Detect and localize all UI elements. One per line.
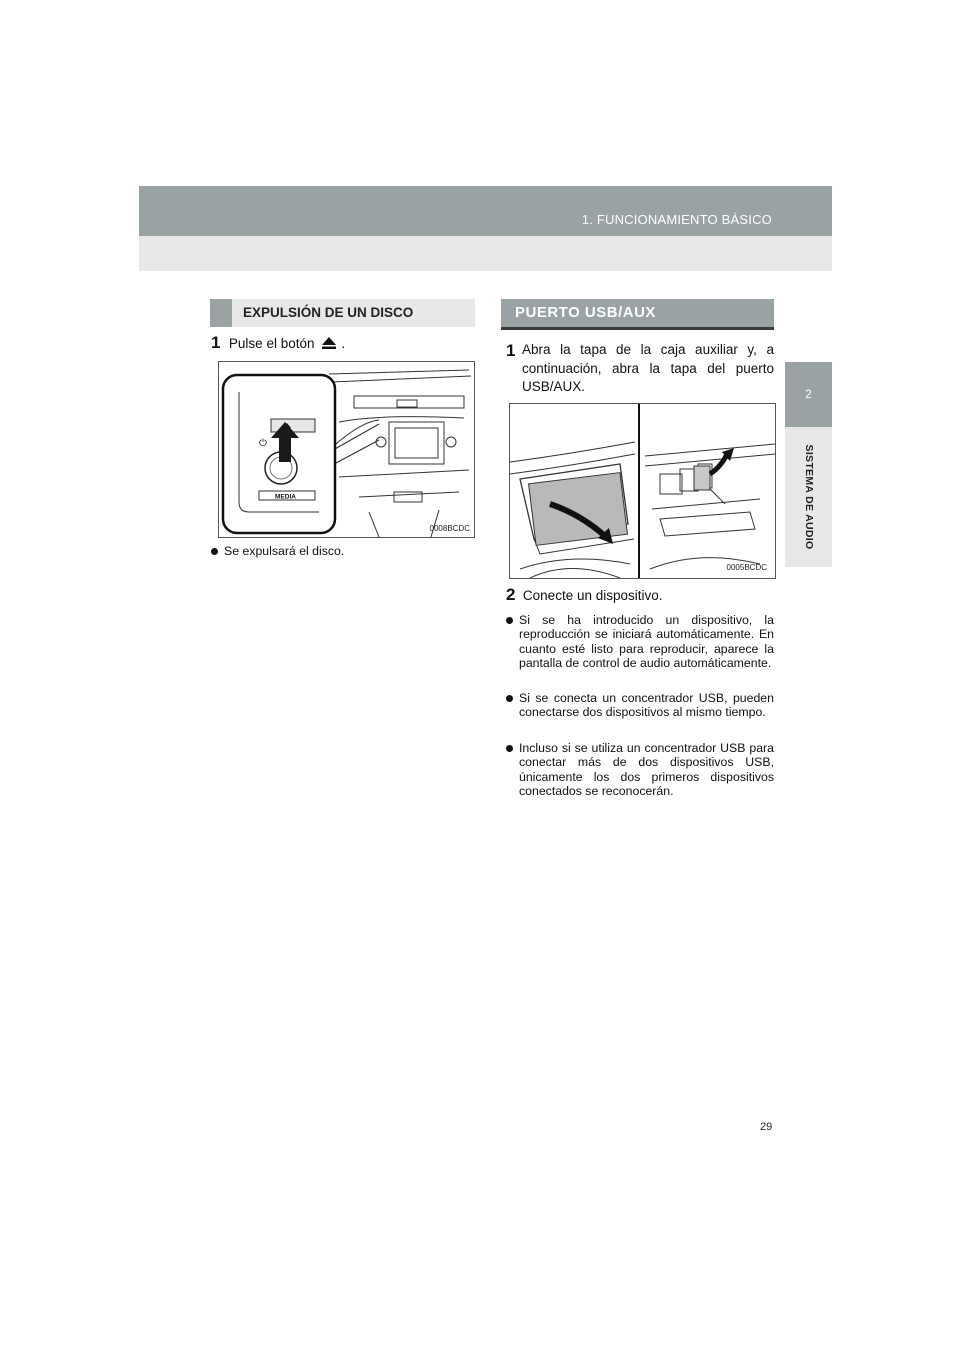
eject-illustration [218, 361, 475, 538]
bullet-dot [506, 695, 513, 702]
section-heading-marker [210, 299, 232, 327]
step-number: 1 [211, 333, 221, 352]
bullet-dot [211, 548, 218, 555]
usb-step-1 [506, 341, 774, 397]
usb-step-2 [506, 585, 774, 605]
chapter-label: SISTEMA DE AUDIO [802, 444, 815, 550]
illustration-code: 0005BCDC [726, 563, 767, 572]
usb-aux-illustration [509, 403, 776, 579]
svg-text:⏻: ⏻ [259, 438, 267, 449]
section-heading-usb-aux [501, 299, 774, 329]
section-heading-eject-label: EXPULSIÓN DE UN DISCO [243, 305, 414, 320]
dashboard-eject-drawing [219, 362, 474, 537]
chapter-section-title: 1. FUNCIONAMIENTO BÁSICO [581, 212, 772, 227]
header-band [139, 186, 832, 236]
eject-bullet [211, 544, 473, 558]
step-text: Abra la tapa de la caja auxiliar y, a continuación, abra la tapa del puerto USB/AUX. [522, 342, 774, 394]
bullet-dot [506, 617, 513, 624]
bullet-text: Si se ha introducido un dispositivo, la reproducción se iniciará automáticamente. En cuanto esté listo para reproducir, aparece la pantalla de control de audio automáticamente. [519, 613, 774, 670]
console-box-drawing [510, 404, 775, 578]
step-text-suffix: . [341, 336, 346, 351]
bullet-text: Incluso si se utiliza un concentrador USB para conectar más de dos dispositivos USB, únicamente los dos primeros dispositivos conectados se reconocerán. [519, 741, 774, 798]
bullet-text: Se expulsará el disco. [224, 544, 345, 558]
step-number: 2 [506, 585, 516, 604]
eject-step-1 [211, 333, 345, 353]
step-number: 1 [506, 341, 516, 360]
usb-bullet-1 [506, 613, 774, 670]
chapter-label-tab [785, 427, 832, 567]
chapter-number-tab: 2 [785, 362, 832, 427]
section-heading-eject [210, 299, 475, 327]
illustration-code: 0008BCDC [429, 524, 470, 533]
step-text: Conecte un dispositivo. [522, 588, 663, 603]
bullet-dot [506, 745, 513, 752]
media-button-label: MEDIA [275, 493, 296, 501]
eject-icon [321, 336, 337, 350]
page-number: 29 [760, 1121, 773, 1133]
section-heading-usb-aux-label: PUERTO USB/AUX [515, 304, 656, 321]
section-heading-underline [501, 327, 774, 330]
usb-bullet-3 [506, 741, 774, 798]
bullet-text: Si se conecta un concentrador USB, pueden conectarse dos dispositivos al mismo tiempo. [519, 691, 774, 720]
usb-bullet-2 [506, 691, 774, 720]
step-text: Pulse el botón [228, 336, 315, 351]
header-subband [139, 236, 832, 271]
section-heading-marker [501, 299, 511, 327]
